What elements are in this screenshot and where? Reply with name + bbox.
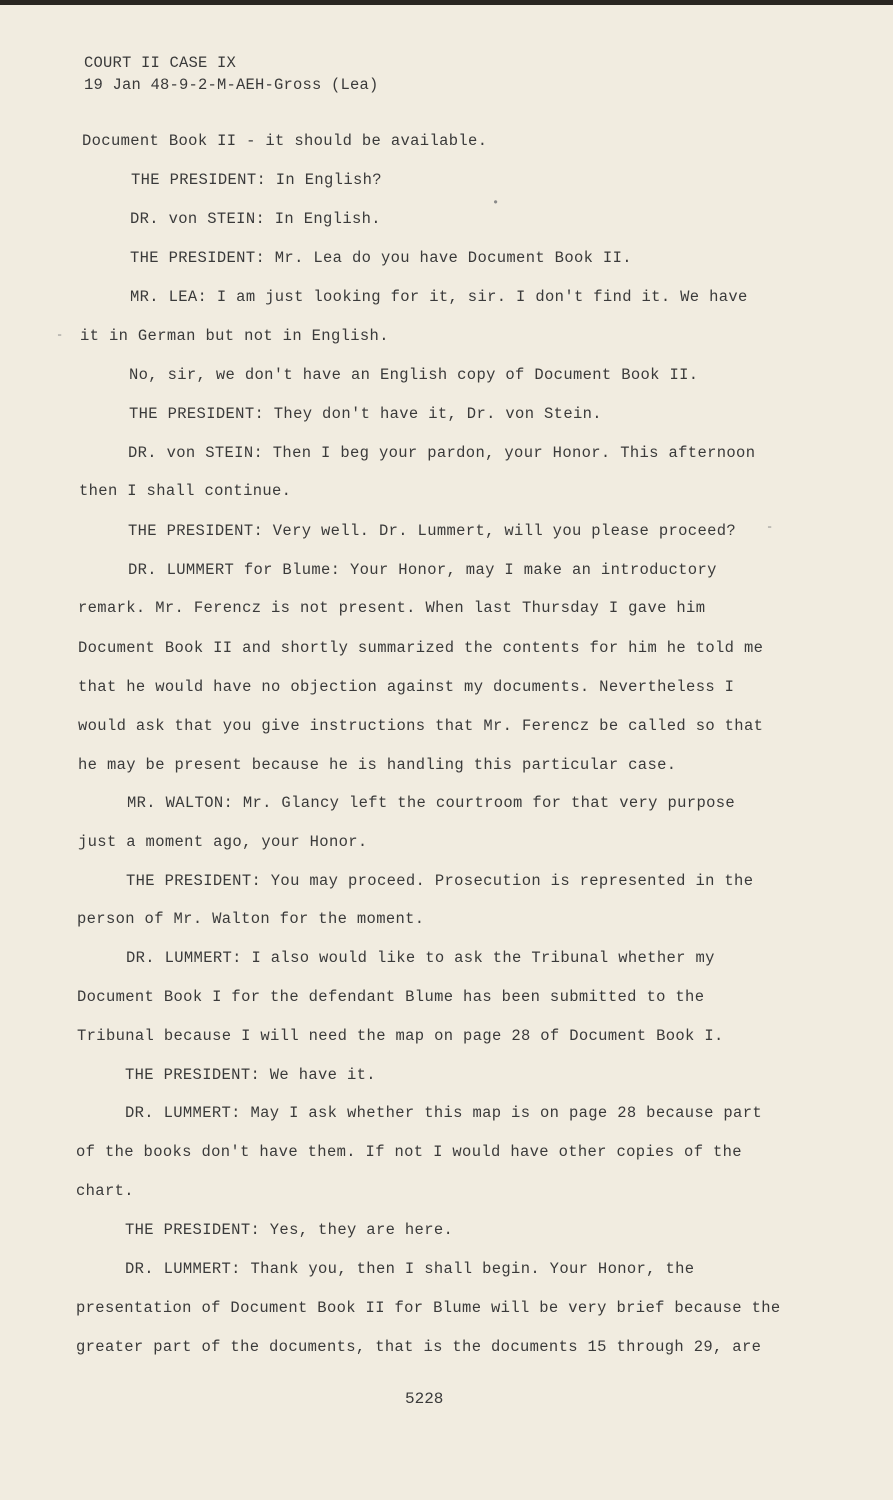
transcript-line: remark. Mr. Ferencz is not present. When last Thursday I gave him [78, 599, 706, 617]
margin-tick: - [56, 328, 64, 342]
transcript-line: Document Book II - it should be available. [82, 132, 488, 150]
margin-tick: - [766, 520, 774, 534]
transcript-line: No, sir, we don't have an English copy of Document Book II. [129, 366, 699, 384]
transcript-line: DR. LUMMERT: I also would like to ask the Tribunal whether my [126, 949, 715, 967]
transcript-line: he may be present because he is handling this particular case. [78, 756, 677, 774]
transcript-line: just a moment ago, your Honor. [78, 833, 368, 851]
transcript-line: DR. LUMMERT: Thank you, then I shall begin. Your Honor, the [125, 1260, 695, 1278]
header-court-case: COURT II CASE IX [84, 54, 237, 72]
transcript-line: then I shall continue. [79, 482, 292, 500]
transcript-line: chart. [76, 1182, 134, 1200]
transcript-line: presentation of Document Book II for Blume will be very brief because the [76, 1299, 781, 1317]
transcript-line: THE PRESIDENT: Very well. Dr. Lummert, will you please proceed? [128, 522, 737, 540]
transcript-line: THE PRESIDENT: Mr. Lea do you have Document Book II. [130, 249, 632, 267]
transcript-line: DR. von STEIN: In English. [130, 210, 381, 228]
transcript-line: Document Book II and shortly summarized the contents for him he told me [78, 639, 764, 657]
transcript-line: THE PRESIDENT: In English? [131, 171, 382, 189]
transcript-line: THE PRESIDENT: We have it. [125, 1066, 376, 1084]
transcript-line: MR. WALTON: Mr. Glancy left the courtroom for that very purpose [127, 794, 736, 812]
transcript-line: DR. von STEIN: Then I beg your pardon, your Honor. This afternoon [128, 444, 756, 462]
scan-top-edge [0, 0, 893, 5]
transcript-line: of the books don't have them. If not I would have other copies of the [76, 1143, 742, 1161]
header-reference: 19 Jan 48-9-2-M-AEH-Gross (Lea) [84, 76, 379, 94]
transcript-line: greater part of the documents, that is the documents 15 through 29, are [76, 1338, 762, 1356]
transcript-line: it in German but not in English. [80, 327, 389, 345]
transcript-line: would ask that you give instructions that Mr. Ferencz be called so that [78, 717, 764, 735]
transcript-line: Document Book I for the defendant Blume has been submitted to the [77, 988, 705, 1006]
transcript-line: THE PRESIDENT: You may proceed. Prosecution is represented in the [126, 872, 754, 890]
transcript-line: DR. LUMMERT for Blume: Your Honor, may I make an introductory [128, 561, 717, 579]
transcript-line: DR. LUMMERT: May I ask whether this map is on page 28 because part [125, 1104, 762, 1122]
case-header [84, 52, 379, 96]
page-number: 5228 [405, 1390, 444, 1408]
transcript-line: Tribunal because I will need the map on page 28 of Document Book I. [77, 1027, 724, 1045]
transcript-line: that he would have no objection against my documents. Nevertheless I [78, 678, 735, 696]
transcript-line: MR. LEA: I am just looking for it, sir. I don't find it. We have [130, 288, 748, 306]
transcript-line: person of Mr. Walton for the moment. [77, 910, 425, 928]
transcript-line: THE PRESIDENT: They don't have it, Dr. von Stein. [129, 405, 602, 423]
ink-speck: • [492, 196, 500, 210]
transcript-line: THE PRESIDENT: Yes, they are here. [125, 1221, 454, 1239]
